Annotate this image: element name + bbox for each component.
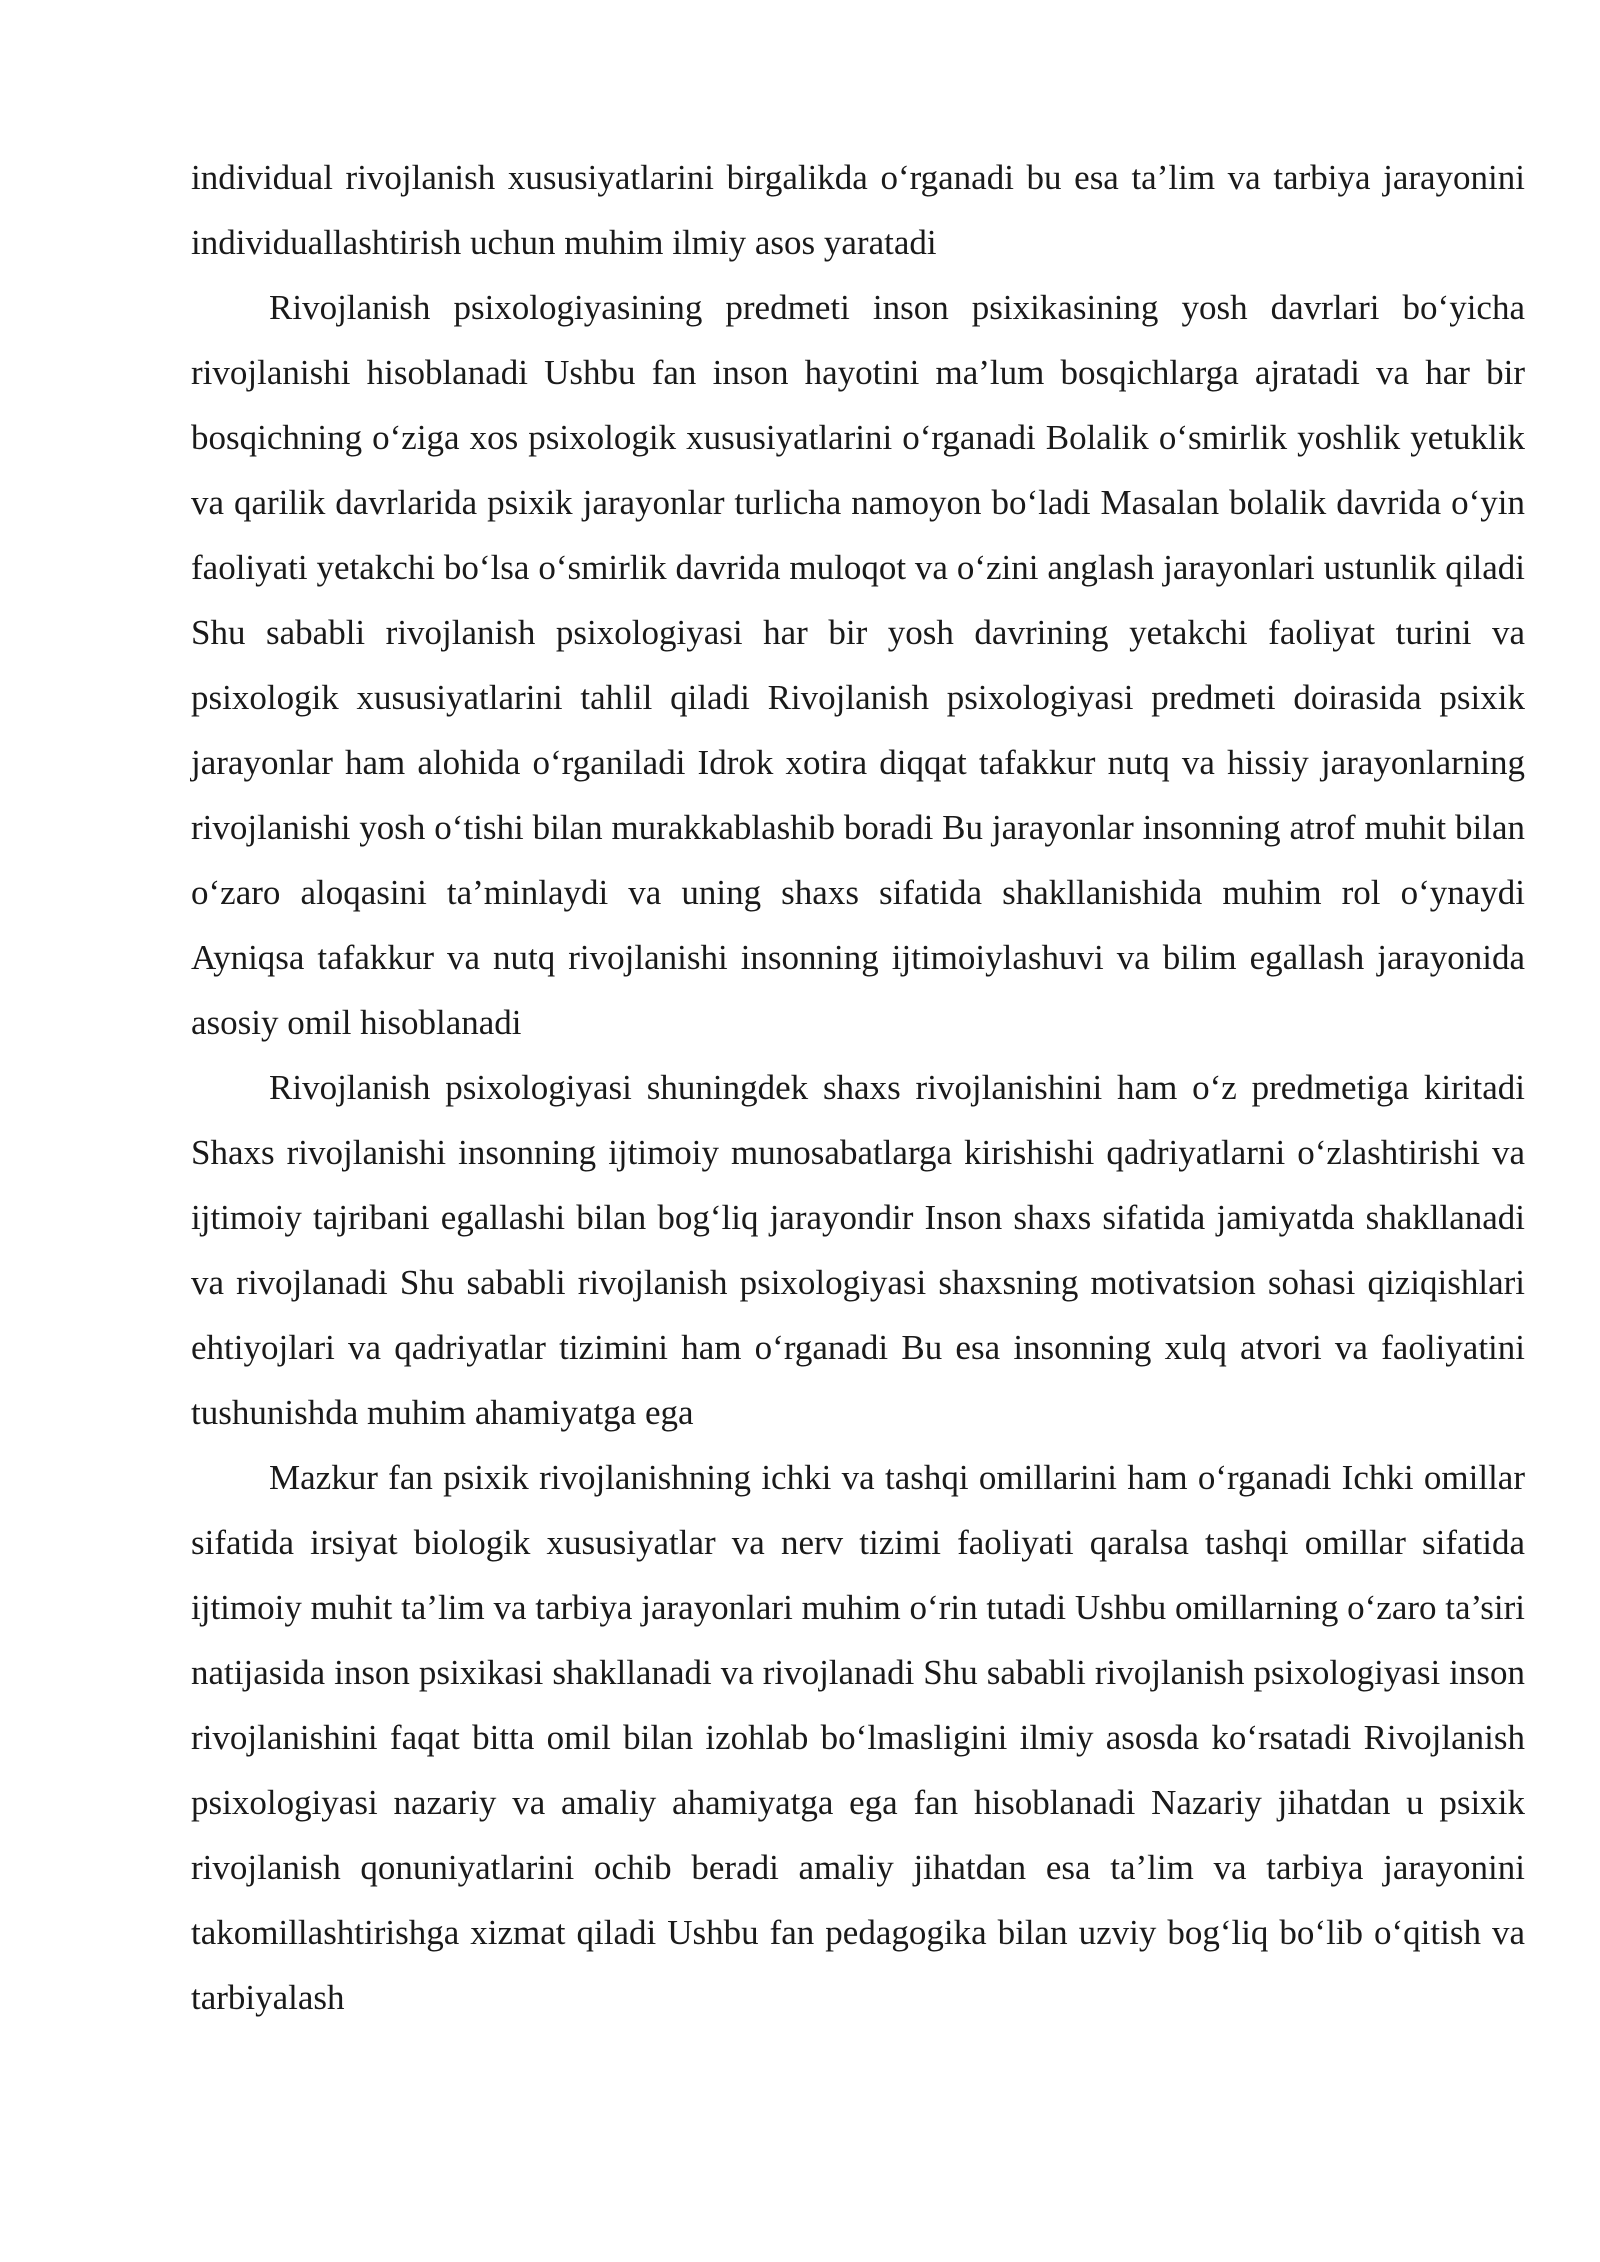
paragraph-development-factors: Mazkur fan psixik rivojlanishning ichki va tashqi omillarini ham o‘rganadi Ichki omillar sifatida irsiyat biologik xususiyatlar va nerv tizimi faoliyati qaralsa tashqi omillar sifatida ijtimoiy muhit ta’lim va tarbiya jarayonlari muhim o‘rin tutadi Ushbu omillarning o‘zaro ta’siri natijasida inson psixikasi shakllanadi va rivojlanadi Shu sababli rivojlanish psixologiyasi inson rivojlanishini faqat bitta omil bilan izohlab bo‘lmasligini ilmiy asosda ko‘rsatadi Rivojlanish psixologiyasi nazariy va amaliy ahamiyatga ega fan hisoblanadi Nazariy jihatdan u psixik rivojlanish qonuniyatlarini ochib beradi amaliy jihatdan esa ta’lim va tarbiya jarayonini takomillashtirishga xizmat qiladi Ushbu fan pedagogika bilan uzviy bog‘liq bo‘lib o‘qitish va tarbiyalash <box>191 1458 1525 2017</box>
paragraph-personality-development: Rivojlanish psixologiyasi shuningdek shaxs rivojlanishini ham o‘z predmetiga kiritadi Shaxs rivojlanishi insonning ijtimoiy munosabatlarga kirishishi qadriyatlarni o‘zlashtirishi va ijtimoiy tajribani egallashi bilan bog‘liq jarayondir Inson shaxs sifatida jamiyatda shakllanadi va rivojlanadi Shu sababli rivojlanish psixologiyasi shaxsning motivatsion sohasi qiziqishlari ehtiyojlari va qadriyatlar tizimini ham o‘rganadi Bu esa insonning xulq atvori va faoliyatini tushunishda muhim ahamiyatga ega <box>191 1068 1525 1432</box>
paragraph-subject-of-developmental-psychology: Rivojlanish psixologiyasining predmeti inson psixikasining yosh davrlari bo‘yicha rivojlanishi hisoblanadi Ushbu fan inson hayotini ma’lum bosqichlarga ajratadi va har bir bosqichning o‘ziga xos psixologik xususiyatlarini o‘rganadi Bolalik o‘smirlik yoshlik yetuklik va qarilik davrlarida psixik jarayonlar turlicha namoyon bo‘ladi Masalan bolalik davrida o‘yin faoliyati yetakchi bo‘lsa o‘smirlik davrida muloqot va o‘zini anglash jarayonlari ustunlik qiladi Shu sababli rivojlanish psixologiyasi har bir yosh davrining yetakchi faoliyat turini va psixologik xususiyatlarini tahlil qiladi Rivojlanish psixologiyasi predmeti doirasida psixik jarayonlar ham alohida o‘rganiladi Idrok xotira diqqat tafakkur nutq va hissiy jarayonlarning rivojlanishi yosh o‘tishi bilan murakkablashib boradi Bu jarayonlar insonning atrof muhit bilan o‘zaro aloqasini ta’minlaydi va uning shaxs sifatida shakllanishida muhim rol o‘ynaydi Ayniqsa tafakkur va nutq rivojlanishi insonning ijtimoiylashuvi va bilim egallash jarayonida asosiy omil hisoblanadi <box>191 288 1525 1042</box>
document-page <box>191 145 1525 2030</box>
paragraph-continuation: individual rivojlanish xususiyatlarini birgalikda o‘rganadi bu esa ta’lim va tarbiya jarayonini individuallashtirish uchun muhim ilmiy asos yaratadi <box>191 158 1525 262</box>
